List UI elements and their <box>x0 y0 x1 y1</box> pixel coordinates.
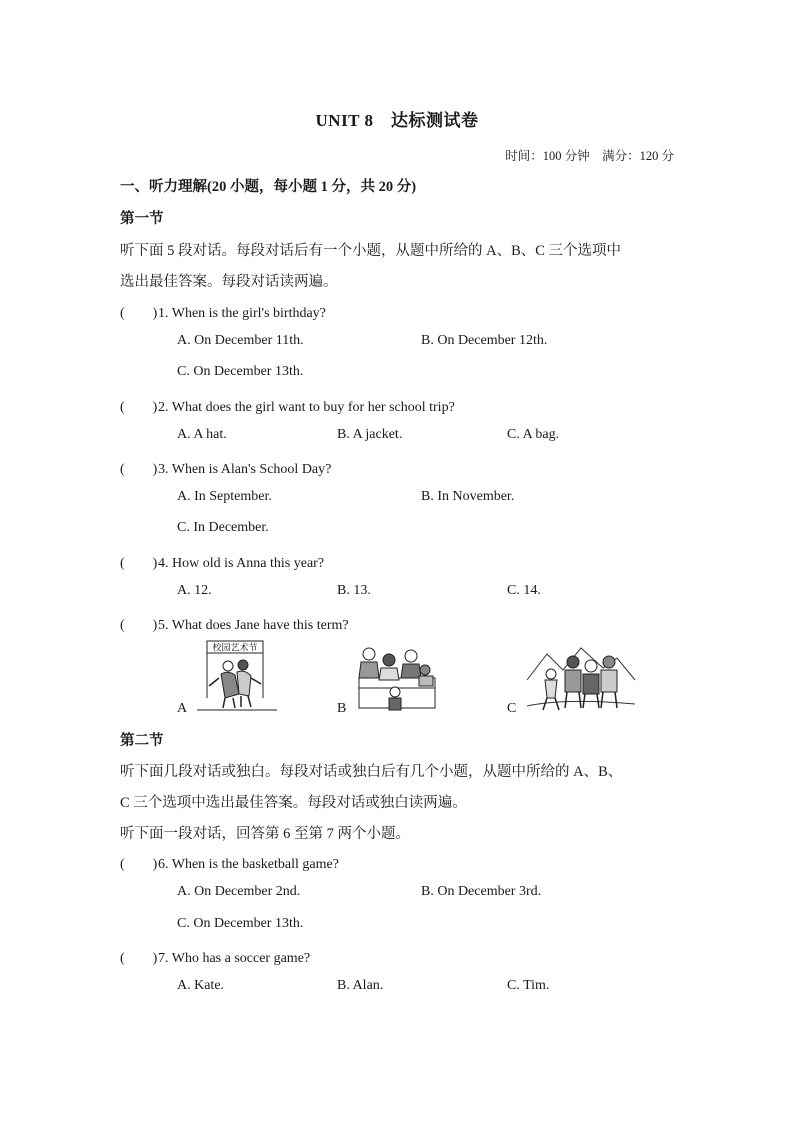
q6-option-a: A. On December 2nd. <box>177 884 301 899</box>
q1-option-b: B. On December 12th. <box>421 333 548 348</box>
answer-blank[interactable]: ( ) <box>120 857 158 872</box>
q3-option-a: A. In September. <box>177 489 272 504</box>
exam-meta: 时间：100 分钟 满分：120 分 <box>505 149 674 163</box>
question-1 <box>120 302 326 322</box>
picture-c-label: C <box>507 701 517 716</box>
section2-instructions-line2: C 三个选项中选出最佳答案。每段对话或独白读两遍。 <box>120 795 467 811</box>
answer-blank[interactable]: ( ) <box>120 556 158 571</box>
q1-option-c: C. On December 13th. <box>177 364 304 379</box>
answer-blank[interactable]: ( ) <box>120 462 158 477</box>
section2-instructions-line3: 听下面一段对话，回答第 6 至第 7 两个小题。 <box>120 826 410 842</box>
question-2 <box>120 396 455 416</box>
section2-heading: 第二节 <box>120 733 164 749</box>
question-text: 1. When is the girl's birthday? <box>158 306 326 321</box>
question-5 <box>120 614 349 634</box>
q4-option-c: C. 14. <box>507 583 541 598</box>
q2-option-c: C. A bag. <box>507 427 560 442</box>
festival-sign-text: 校园艺术节 <box>212 643 258 654</box>
q1-option-a: A. On December 11th. <box>177 333 304 348</box>
answer-blank[interactable]: ( ) <box>120 400 158 415</box>
question-text: 5. What does Jane have this term? <box>158 618 349 633</box>
question-text: 6. When is the basketball game? <box>158 857 339 872</box>
section2-instructions-line1: 听下面几段对话或独白。每段对话或独白后有几个小题，从题中所给的 A、B、 <box>120 764 623 780</box>
question-text: 2. What does the girl want to buy for her school trip? <box>158 400 455 415</box>
q2-option-a: A. A hat. <box>177 427 227 442</box>
question-text: 3. When is Alan's School Day? <box>158 462 332 477</box>
answer-blank[interactable]: ( ) <box>120 951 158 966</box>
question-7 <box>120 947 310 967</box>
q3-option-c: C. In December. <box>177 520 269 535</box>
section1-heading: 第一节 <box>120 211 164 227</box>
page-title: UNIT 8 达标测试卷 <box>315 111 479 130</box>
part1-heading: 一、听力理解(20 小题，每小题 1 分，共 20 分) <box>120 179 417 195</box>
question-text: 7. Who has a soccer game? <box>158 951 311 966</box>
q4-option-a: A. 12. <box>177 583 212 598</box>
picture-a-art-festival[interactable] <box>195 638 279 714</box>
answer-blank[interactable]: ( ) <box>120 306 158 321</box>
picture-b-audience[interactable] <box>355 640 439 716</box>
picture-b-label: B <box>337 701 347 716</box>
q4-option-b: B. 13. <box>337 583 371 598</box>
q6-option-c: C. On December 13th. <box>177 916 304 931</box>
q7-option-a: A. Kate. <box>177 978 225 993</box>
question-3 <box>120 458 331 478</box>
answer-blank[interactable]: ( ) <box>120 618 158 633</box>
section1-instructions-line1: 听下面 5 段对话。每段对话后有一个小题，从题中所给的 A、B、C 三个选项中 <box>120 243 622 259</box>
q2-option-b: B. A jacket. <box>337 427 403 442</box>
question-4 <box>120 552 324 572</box>
q3-option-b: B. In November. <box>421 489 515 504</box>
q7-option-c: C. Tim. <box>507 978 550 993</box>
question-6 <box>120 853 339 873</box>
section1-instructions-line2: 选出最佳答案。每段对话读两遍。 <box>120 274 338 290</box>
q7-option-b: B. Alan. <box>337 978 384 993</box>
question-text: 4. How old is Anna this year? <box>158 556 325 571</box>
picture-c-hiking-trip[interactable] <box>525 640 637 716</box>
picture-a-label: A <box>177 701 188 716</box>
q6-option-b: B. On December 3rd. <box>421 884 542 899</box>
